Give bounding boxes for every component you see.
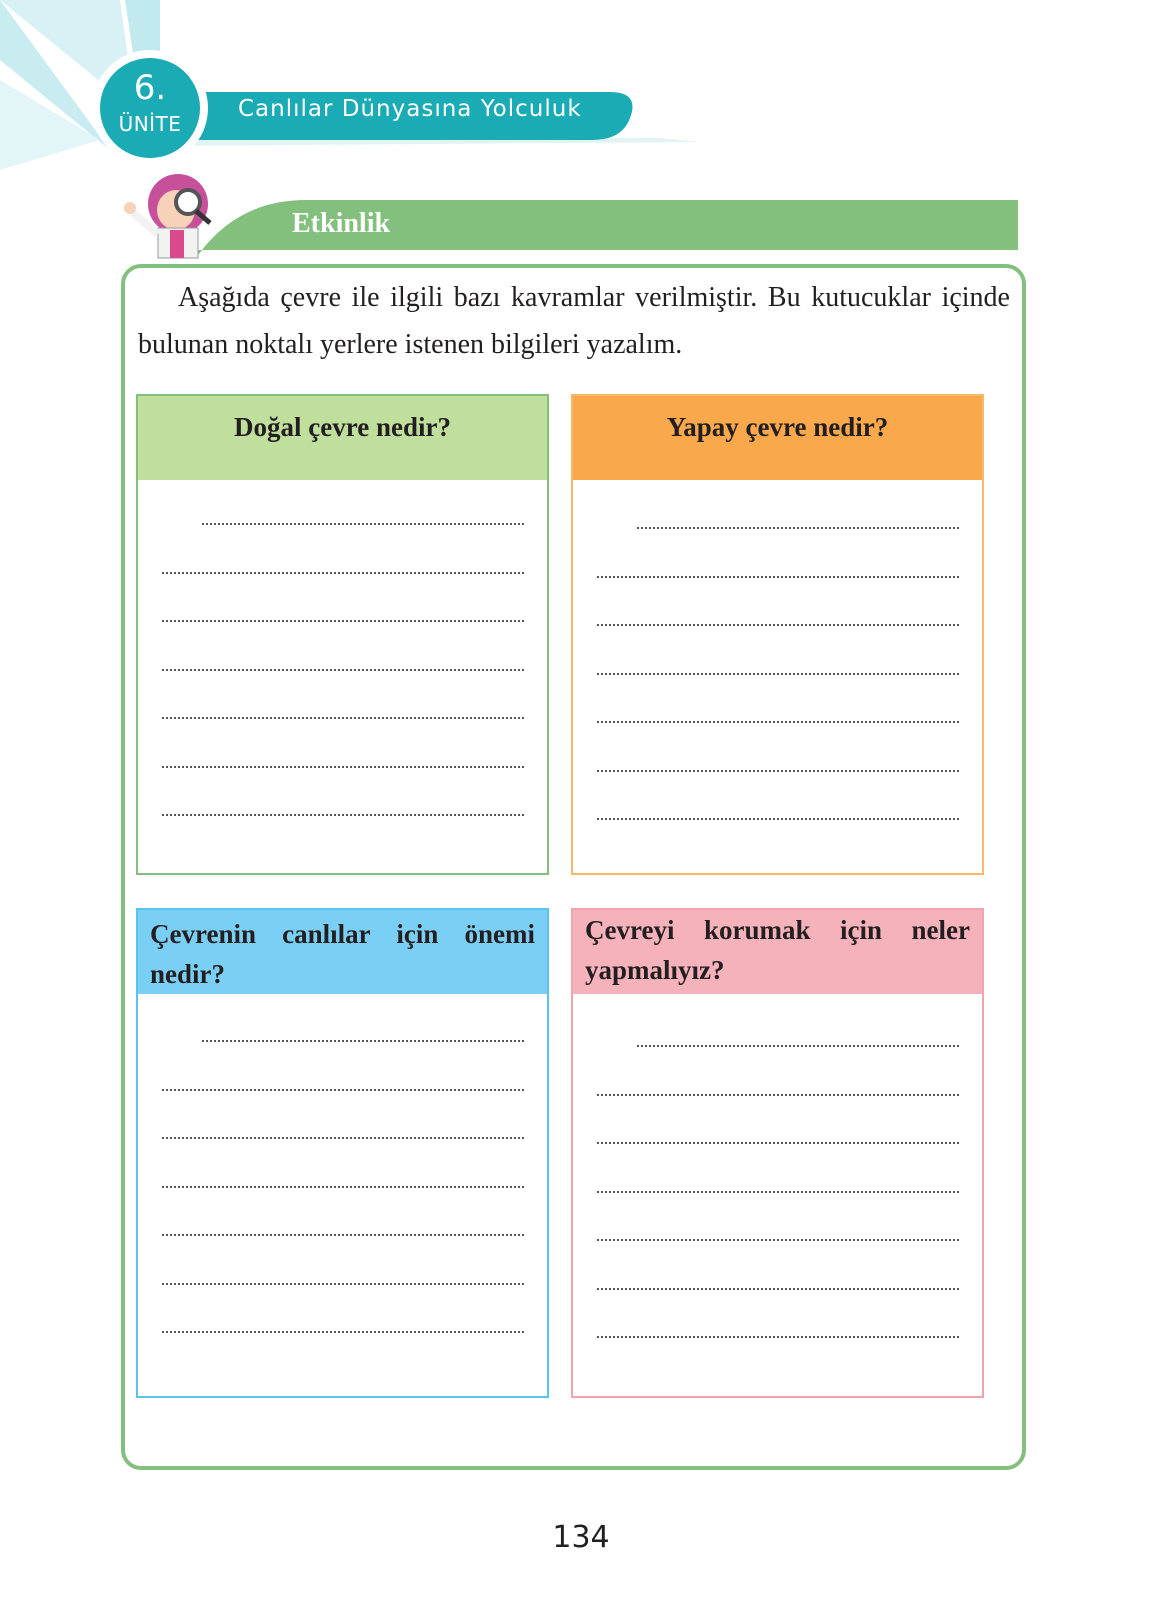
question-header [138, 910, 547, 994]
unit-word: ÜNİTE [118, 112, 182, 136]
answer-dotted-line[interactable] [597, 673, 959, 675]
girl-with-magnifier-icon [118, 168, 218, 260]
page-number: 134 [552, 1520, 610, 1555]
answer-dotted-line[interactable] [162, 1089, 524, 1091]
question-text: Yapay çevre nedir? [666, 412, 889, 442]
answer-dotted-line[interactable] [597, 1239, 959, 1241]
answer-dotted-line[interactable] [202, 1040, 524, 1042]
answer-dotted-line[interactable] [597, 576, 959, 578]
answer-dotted-line[interactable] [162, 1283, 524, 1285]
answer-dotted-line[interactable] [162, 1234, 524, 1236]
answer-dotted-line[interactable] [597, 624, 959, 626]
question-box-natural-environment [136, 394, 549, 875]
answer-dotted-line[interactable] [597, 1336, 959, 1338]
question-box-importance-for-living-things [136, 908, 549, 1398]
answer-dotted-line[interactable] [597, 770, 959, 772]
answer-dotted-line[interactable] [202, 523, 524, 525]
question-box-protecting-environment [571, 908, 984, 1398]
answer-dotted-line[interactable] [162, 1137, 524, 1139]
answer-dotted-line[interactable] [162, 669, 524, 671]
activity-label: Etkinlik [292, 208, 391, 239]
question-header [573, 396, 982, 480]
instruction-text: Aşağıda çevre ile ilgili bazı kavramlar verilmiştir. Bu kutucuklar içinde bulunan noktalı yerlere istenen bilgileri yazalım. [138, 282, 1010, 360]
answer-dotted-line[interactable] [162, 1186, 524, 1188]
question-text: Çevreyi korumak için neler yapmalıyız? [585, 915, 970, 985]
question-box-artificial-environment [571, 394, 984, 875]
answer-dotted-line[interactable] [637, 527, 959, 529]
question-header [138, 396, 547, 480]
question-text: Çevrenin canlılar için önemi nedir? [150, 919, 535, 989]
unit-number: 6. [133, 68, 167, 108]
question-text: Doğal çevre nedir? [234, 412, 451, 442]
question-header [573, 910, 982, 994]
answer-dotted-line[interactable] [597, 721, 959, 723]
answer-dotted-line[interactable] [597, 1288, 959, 1290]
answer-dotted-line[interactable] [162, 1331, 524, 1333]
unit-title: Canlılar Dünyasına Yolculuk [238, 96, 582, 122]
answer-dotted-line[interactable] [637, 1045, 959, 1047]
answer-dotted-line[interactable] [597, 1142, 959, 1144]
answer-dotted-line[interactable] [162, 717, 524, 719]
answer-dotted-line[interactable] [597, 1191, 959, 1193]
answer-dotted-line[interactable] [597, 818, 959, 820]
unit-banner [0, 0, 700, 170]
answer-dotted-line[interactable] [162, 766, 524, 768]
answer-dotted-line[interactable] [162, 814, 524, 816]
answer-dotted-line[interactable] [162, 620, 524, 622]
answer-dotted-line[interactable] [597, 1094, 959, 1096]
answer-dotted-line[interactable] [162, 572, 524, 574]
